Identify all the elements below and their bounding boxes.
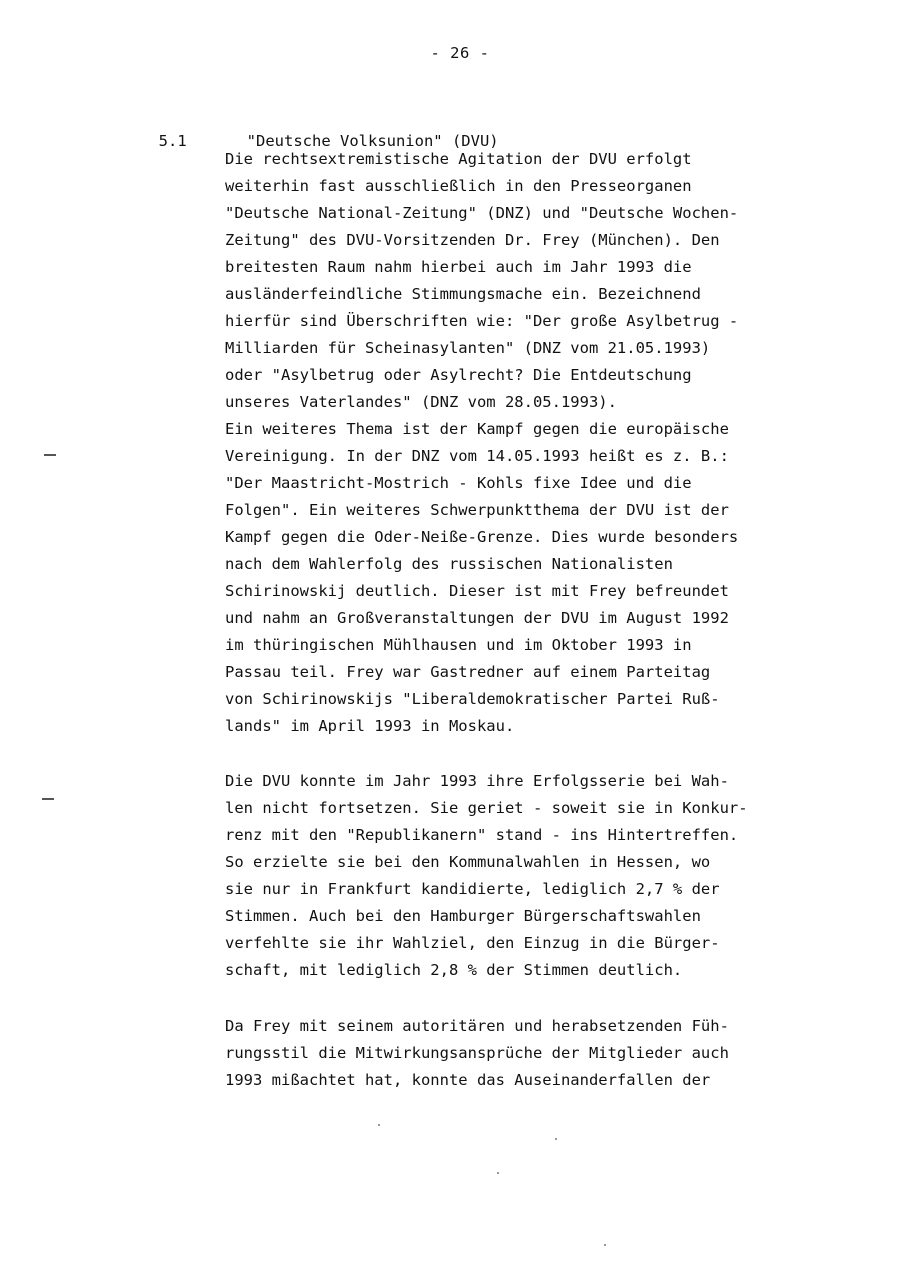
margin-mark [42,798,54,800]
text-line: hierfür sind Überschriften wie: "Der große Asylbetrug - [225,312,739,330]
text-line: Vereinigung. In der DNZ vom 14.05.1993 heißt es z. B.: [225,447,729,465]
text-line: renz mit den "Republikanern" stand - ins Hintertreffen. [225,826,739,844]
text-line: breitesten Raum nahm hierbei auch im Jahr 1993 die [225,258,692,276]
text-line: ausländerfeindliche Stimmungsmache ein. Bezeichnend [225,285,701,303]
paragraph-3 [225,1013,865,1094]
text-line: Stimmen. Auch bei den Hamburger Bürgerschaftswahlen [225,907,701,925]
text-line: von Schirinowskijs "Liberaldemokratischer Partei Ruß- [225,690,720,708]
scan-speck [378,1124,380,1126]
text-line: Schirinowskij deutlich. Dieser ist mit Frey befreundet [225,582,729,600]
text-line: rungsstil die Mitwirkungsansprüche der Mitglieder auch [225,1044,729,1062]
text-line: "Deutsche National-Zeitung" (DNZ) und "Deutsche Wochen- [225,204,739,222]
text-line: Die DVU konnte im Jahr 1993 ihre Erfolgsserie bei Wah- [225,772,729,790]
section-title: "Deutsche Volksunion" (DVU) [246,132,499,150]
text-line: nach dem Wahlerfolg des russischen Nationalisten [225,555,673,573]
paragraph-2 [225,768,865,984]
text-line: So erzielte sie bei den Kommunalwahlen in Hessen, wo [225,853,711,871]
text-line: weiterhin fast ausschließlich in den Presseorganen [225,177,692,195]
text-line: Die rechtsextremistische Agitation der DVU erfolgt [225,150,692,168]
section-heading [140,114,499,150]
scan-speck [555,1138,557,1140]
text-line: 1993 mißachtet hat, konnte das Auseinanderfallen der [225,1071,711,1089]
section-number: 5.1 [158,132,187,150]
text-line: Kampf gegen die Oder-Neiße-Grenze. Dies wurde besonders [225,528,739,546]
text-line: Ein weiteres Thema ist der Kampf gegen die europäische [225,420,729,438]
text-line: sie nur in Frankfurt kandidierte, lediglich 2,7 % der [225,880,720,898]
text-line: "Der Maastricht-Mostrich - Kohls fixe Idee und die [225,474,692,492]
margin-mark [44,454,56,456]
text-line: oder "Asylbetrug oder Asylrecht? Die Entdeutschung [225,366,692,384]
text-line: Da Frey mit seinem autoritären und herabsetzenden Füh- [225,1017,729,1035]
text-line: len nicht fortsetzen. Sie geriet - soweit sie in Konkur- [225,799,748,817]
text-line: im thüringischen Mühlhausen und im Oktober 1993 in [225,636,692,654]
text-line: Folgen". Ein weiteres Schwerpunktthema der DVU ist der [225,501,729,519]
scan-speck [497,1172,499,1174]
text-line: lands" im April 1993 in Moskau. [225,717,515,735]
text-line: Passau teil. Frey war Gastredner auf einem Parteitag [225,663,711,681]
text-line: Zeitung" des DVU-Vorsitzenden Dr. Frey (München). Den [225,231,720,249]
text-line: Milliarden für Scheinasylanten" (DNZ vom 21.05.1993) [225,339,711,357]
text-line: und nahm an Großveranstaltungen der DVU im August 1992 [225,609,729,627]
page-number: - 26 - [430,44,490,62]
scan-speck [604,1244,606,1246]
text-line: unseres Vaterlandes" (DNZ vom 28.05.1993). [225,393,617,411]
text-line: verfehlte sie ihr Wahlziel, den Einzug in die Bürger- [225,934,720,952]
paragraph-1 [225,146,865,740]
text-line: schaft, mit lediglich 2,8 % der Stimmen deutlich. [225,961,683,979]
